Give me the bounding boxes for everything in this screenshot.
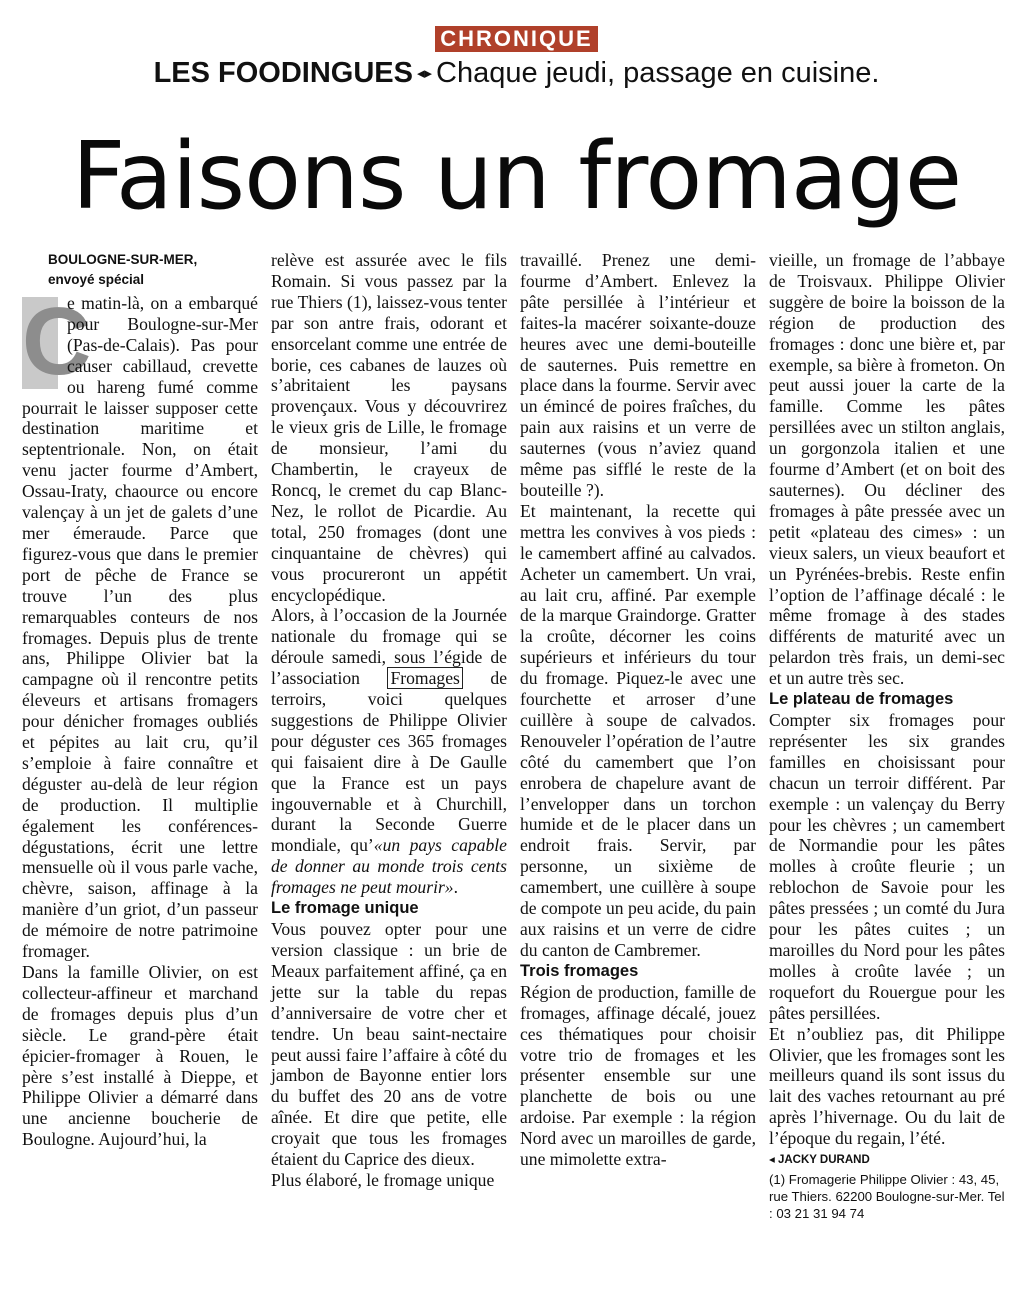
article-column-4 [769, 250, 1005, 1222]
subhead-plateau: Le plateau de fromages [769, 690, 954, 709]
dateline-city: BOULOGNE-SUR-MER, [48, 252, 198, 267]
article-paragraph: Et n’oubliez pas, dit Philippe Olivier, que les fromages sont les meilleurs quand ils sont issus du lait des vaches retournant au pré après l’hivernage. Ou du lait de l’époque du regain, l’été. [769, 1023, 1005, 1149]
rubric-name: LES FOODINGUES [153, 57, 413, 89]
kicker-wrap [0, 26, 1033, 52]
churchill-quote: «un pays capable de donner au monde trois cents fromages ne peut mourir» [271, 835, 507, 898]
subhead-fromage-unique: Le fromage unique [271, 899, 419, 918]
article-paragraph [271, 605, 507, 898]
paragraph-text: de terroirs, voici quelques suggestions de Philippe Olivier pour déguster ces 365 fromages qui faisaient dire à De Gaulle que la France est un pays ingouvernable et à Churchill, durant la Seconde Guerre mondiale, qu’ [271, 668, 507, 856]
article-paragraph: relève est assurée avec le fils Romain. Si vous passez par la rue Thiers (1), laissez-vous tenter par son antre frais, odorant et ensorcelant comme une entrée de borie, ces cabanes de lauzes où s’abritaient les paysans provençaux. Vous y découvrirez le vieux gris de Lille, le fromage de monsieur, l’ami du Chambertin, le crayeux de Roncq, le cremet du cap Blanc-Nez, le rollot de Picardie. Au total, 250 fromages (dont une cinquantaine de chèvres) qui vous procureront un appétit encyclopédique. [271, 250, 507, 605]
article-paragraph: Plus élaboré, le fromage unique [271, 1169, 495, 1190]
article-paragraph: Dans la famille Olivier, on est collecteur-affineur et marchand de fromages depuis plus d’un siècle. Le grand-père était épicier-fromager à Rouen, le père s’est installé à Dieppe, et Philippe Olivier a démarré dans une ancienne boucherie de Boulogne. Aujourd’hui, la [22, 962, 258, 1150]
paragraph-text: . [453, 877, 459, 898]
subhead-trois-fromages: Trois fromages [520, 961, 639, 980]
dateline-role: envoyé spécial [48, 272, 145, 287]
headline: Faisons un fromage [71, 122, 962, 230]
article-paragraph: vieille, un fromage de l’abbaye de Troisvaux. Philippe Olivier suggère de boire la boisson de la région de production des fromages : donc une bière et, par exemple, sa bière à frometon. On peut aussi jouer la carte de la famille. Comme les pâtes persillées avec un stilton anglais, un gorgonzola italien et une fourme d’Ambert (et on boit des sauternes). Ou décliner des fromages à pâte pressée avec un petit «plateau des cimes» : un vieux salers, un vieux beaufort et un Pyrénées-brebis. Reste enfin l’option de l’affinage décalé : le même fromage à des stades différents de maturité avec un pelardon très frais, un demi-sec et un autre très sec. [769, 250, 1005, 689]
author-signature: ◂ JACKY DURAND [769, 1154, 870, 1167]
rubric-tagline: Chaque jeudi, passage en cuisine. [436, 57, 880, 89]
paragraph-text: e matin-là, on a embarqué pour Boulogne-sur-Mer (Pas-de-Calais). Pas pour causer cabillaud, crevette ou hareng fumé comme pourrait le laisser supposer cette destination maritime et septentrionale. Non, on était venu jacter fourme d’Ambert, Ossau-Iraty, chaource ou encore valençay à un jet de galets d’une mer émeraude. Parce que figurez-vous que dans le premier port de pêche de France se trouve l’un des plus remarquables conteurs de nos fromages. Depuis plus de trente ans, Philippe Olivier bat la campagne où il rencontre petits éleveurs et artisans fromagers pour dénicher fromages oubliés et pépites au lait cru, qu’il s’emploie à faire connaître et déguster au-delà de leur région de production. Il multiplie également les conférences-dégustations, écrit une lettre mensuelle où il vous parle vache, chèvre, saison, affinage à la manière d’un griot, d’un passeur de mémoire de notre patrimoine fromager. [22, 293, 258, 962]
article-paragraph: Vous pouvez opter pour une version classique : un brie de Meaux parfaitement affiné, ça en jette sur la table du repas d’anniversaire de votre cher et tendre. Un beau saint-nectaire peut aussi faire l’affaire à côté du jambon de Bayonne entier lors du buffet des 20 ans de votre aînée. Et dire que petite, elle croyait que tous les fromages étaient du Caprice des dieux. [271, 919, 507, 1170]
article-paragraph: Région de production, famille de fromages, affinage décalé, jouez ces thématiques pour choisir votre trio de fromages et les présenter ensemble sur une planchette de bois ou une ardoise. Par exemple : la région Nord avec un maroilles de garde, une mimolette extra- [520, 981, 756, 1170]
footnote: (1) Fromagerie Philippe Olivier : 43, 45, rue Thiers. 62200 Boulogne-sur-Mer. Tel : 03 21 31 94 74 [769, 1172, 1005, 1222]
article-paragraph [22, 288, 258, 962]
boxed-word: Fromages [387, 667, 462, 689]
paragraph-text: Alors, à l’occasion de la Journée nationale du fromage qui se déroule samedi, sous l’égide de l’association [271, 605, 507, 689]
section-kicker: CHRONIQUE [435, 26, 597, 52]
article-paragraph: Compter six fromages pour représenter les six grandes familles en choisissant pour chacun un terroir différent. Par exemple : un valençay du Berry pour les chèvres ; un camembert de Normandie pour les pâtes molles à croûte fleurie ; un reblochon de Savoie pour les pâtes pressées ; un comté du Jura pour les pâtes cuites ; un maroilles du Nord pour les pâtes molles à croûte lavée ; un roquefort du Rouergue pour les pâtes persillées. [769, 710, 1005, 1023]
dateline [48, 250, 258, 290]
article-paragraph: Et maintenant, la recette qui mettra les convives à vos pieds : le camembert affiné au calvados. Acheter un camembert. Un vrai, au lait cru, affiné. Par exemple de la marque Graindorge. Gratter la croûte, décorner les coins supérieurs et inférieurs du tour du fromage. Piquez-le avec une fourchette et arroser d’une cuillère à soupe de calvados. Renouveler l’opération de l’autre côté du camembert que l’on enrobera de chapelure avant de l’envelopper dans un torchon humide et de le placer dans un endroit frais. Servir, par personne, un sixième de camembert, une cuillère à soupe de compote un peu acide, du pain aux raisins et un verre de cidre du canton de Cambremer. [520, 500, 756, 960]
dropcap: C [22, 288, 92, 395]
rubric-separator-icon: ◂▸ [416, 65, 433, 83]
article-column-3 [520, 250, 756, 1170]
rubric-line [0, 55, 1033, 92]
article-column-2 [271, 250, 507, 1191]
article-paragraph: travaillé. Prenez une demi-fourme d’Ambert. Enlevez la pâte persillée à l’intérieur et faites-la macérer soixante-douze heures avec une demi-bouteille de sauternes. Puis remettre en place dans la fourme. Servir avec un émincé de poires fraîches, du pain aux raisins et un verre de sauternes (vous n’aviez quand même pas sifflé le reste de la bouteille ?). [520, 250, 756, 500]
article-column-1 [22, 250, 258, 1150]
